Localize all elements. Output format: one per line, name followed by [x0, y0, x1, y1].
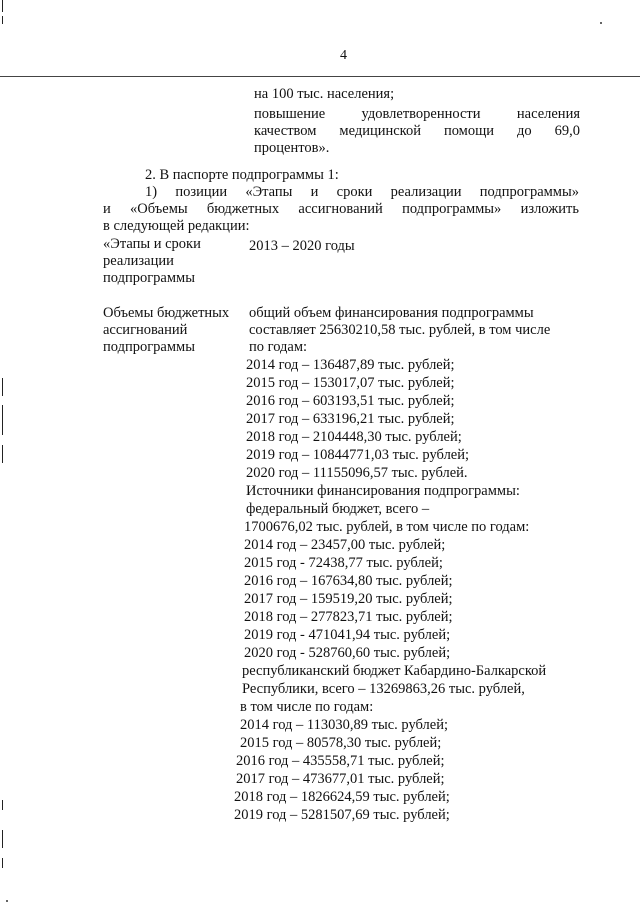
stages-label-3: подпрограммы	[103, 270, 195, 286]
budget-line: 2019 год - 471041,94 тыс. рублей;	[244, 627, 451, 643]
word: 69,0	[554, 123, 580, 139]
word: и	[310, 184, 319, 200]
budget-line: по годам:	[249, 339, 308, 355]
item1-line-3: в следующей редакции:	[103, 218, 250, 234]
top-line-4: процентов».	[254, 140, 330, 156]
scan-speck	[600, 22, 602, 24]
page-number: 4	[340, 48, 347, 63]
header-divider	[0, 76, 640, 77]
word: реализации	[390, 184, 462, 200]
word: качеством	[254, 123, 317, 139]
word: до	[517, 123, 532, 139]
word: позиции	[175, 184, 228, 200]
word: медицинской	[339, 123, 421, 139]
budget-line: 2015 год – 80578,30 тыс. рублей;	[240, 735, 442, 751]
budget-line: 2020 год - 528760,60 тыс. рублей;	[244, 645, 451, 661]
budget-line: в том числе по годам:	[240, 699, 374, 715]
scan-edge-mark	[2, 858, 3, 868]
budget-line: 2016 год – 167634,80 тыс. рублей;	[244, 573, 453, 589]
budget-line: 2018 год – 277823,71 тыс. рублей;	[244, 609, 453, 625]
budget-line: 2014 год – 23457,00 тыс. рублей;	[244, 537, 446, 553]
budget-line: 2017 год – 159519,20 тыс. рублей;	[244, 591, 453, 607]
scan-edge-mark	[2, 830, 3, 848]
budget-label-2: ассигнований	[103, 322, 188, 338]
scan-edge-mark	[2, 0, 3, 12]
item1-line-2	[103, 201, 579, 218]
word: удовлетворенности	[361, 106, 481, 122]
budget-line: 2018 год – 1826624,59 тыс. рублей;	[234, 789, 450, 805]
scan-edge-mark	[2, 378, 3, 396]
stages-value: 2013 – 2020 годы	[249, 238, 355, 254]
word: бюджетных	[206, 201, 280, 217]
word: изложить	[520, 201, 579, 217]
top-line-3	[254, 123, 580, 140]
budget-line: 2014 год – 113030,89 тыс. рублей;	[240, 717, 448, 733]
word: населения	[516, 106, 580, 122]
budget-line: 2019 год – 5281507,69 тыс. рублей;	[234, 807, 450, 823]
budget-line: 2017 год – 633196,21 тыс. рублей;	[246, 411, 455, 427]
budget-line: составляет 25630210,58 тыс. рублей, в том числе	[249, 322, 551, 338]
section-heading: 2. В паспорте подпрограммы 1:	[145, 167, 339, 183]
budget-label-1: Объемы бюджетных	[103, 305, 230, 321]
word: «Объемы	[130, 201, 188, 217]
stages-label-1: «Этапы и сроки	[103, 236, 201, 252]
budget-line: Республики, всего – 13269863,26 тыс. рублей,	[242, 681, 525, 697]
budget-line: 2015 год - 72438,77 тыс. рублей;	[244, 555, 443, 571]
word: помощи	[443, 123, 495, 139]
budget-line: общий объем финансирования подпрограммы	[249, 305, 534, 321]
budget-line: 2015 год – 153017,07 тыс. рублей;	[246, 375, 455, 391]
word: ассигнований	[298, 201, 383, 217]
scan-speck	[6, 900, 8, 902]
budget-line: 2014 год – 136487,89 тыс. рублей;	[246, 357, 455, 373]
word: «Этапы	[245, 184, 293, 200]
scan-edge-mark	[2, 445, 3, 463]
scan-edge-mark	[2, 800, 3, 810]
budget-line: 2019 год – 10844771,03 тыс. рублей;	[246, 447, 470, 463]
word: и	[103, 201, 111, 217]
budget-line: 1700676,02 тыс. рублей, в том числе по годам:	[244, 519, 530, 535]
budget-line: 2017 год – 473677,01 тыс. рублей;	[236, 771, 445, 787]
scan-edge-mark	[2, 405, 3, 435]
top-line-1: на 100 тыс. населения;	[254, 86, 395, 102]
budget-line: 2016 год – 603193,51 тыс. рублей;	[246, 393, 455, 409]
budget-label-3: подпрограммы	[103, 339, 195, 355]
word: подпрограммы»	[479, 184, 579, 200]
word: 1)	[145, 184, 158, 200]
word: повышение	[254, 106, 326, 122]
word: подпрограммы»	[402, 201, 502, 217]
budget-line: 2018 год – 2104448,30 тыс. рублей;	[246, 429, 462, 445]
budget-line: 2016 год – 435558,71 тыс. рублей;	[236, 753, 445, 769]
budget-line: Источники финансирования подпрограммы:	[246, 483, 520, 499]
scan-edge-mark	[2, 16, 3, 24]
budget-line: федеральный бюджет, всего –	[246, 501, 430, 517]
stages-label-2: реализации	[103, 253, 174, 269]
budget-line: республиканский бюджет Кабардино-Балкарской	[242, 663, 547, 679]
item1-line-1	[145, 184, 579, 201]
budget-line: 2020 год – 11155096,57 тыс. рублей.	[246, 465, 468, 481]
word: сроки	[336, 184, 373, 200]
top-line-2	[254, 106, 580, 123]
